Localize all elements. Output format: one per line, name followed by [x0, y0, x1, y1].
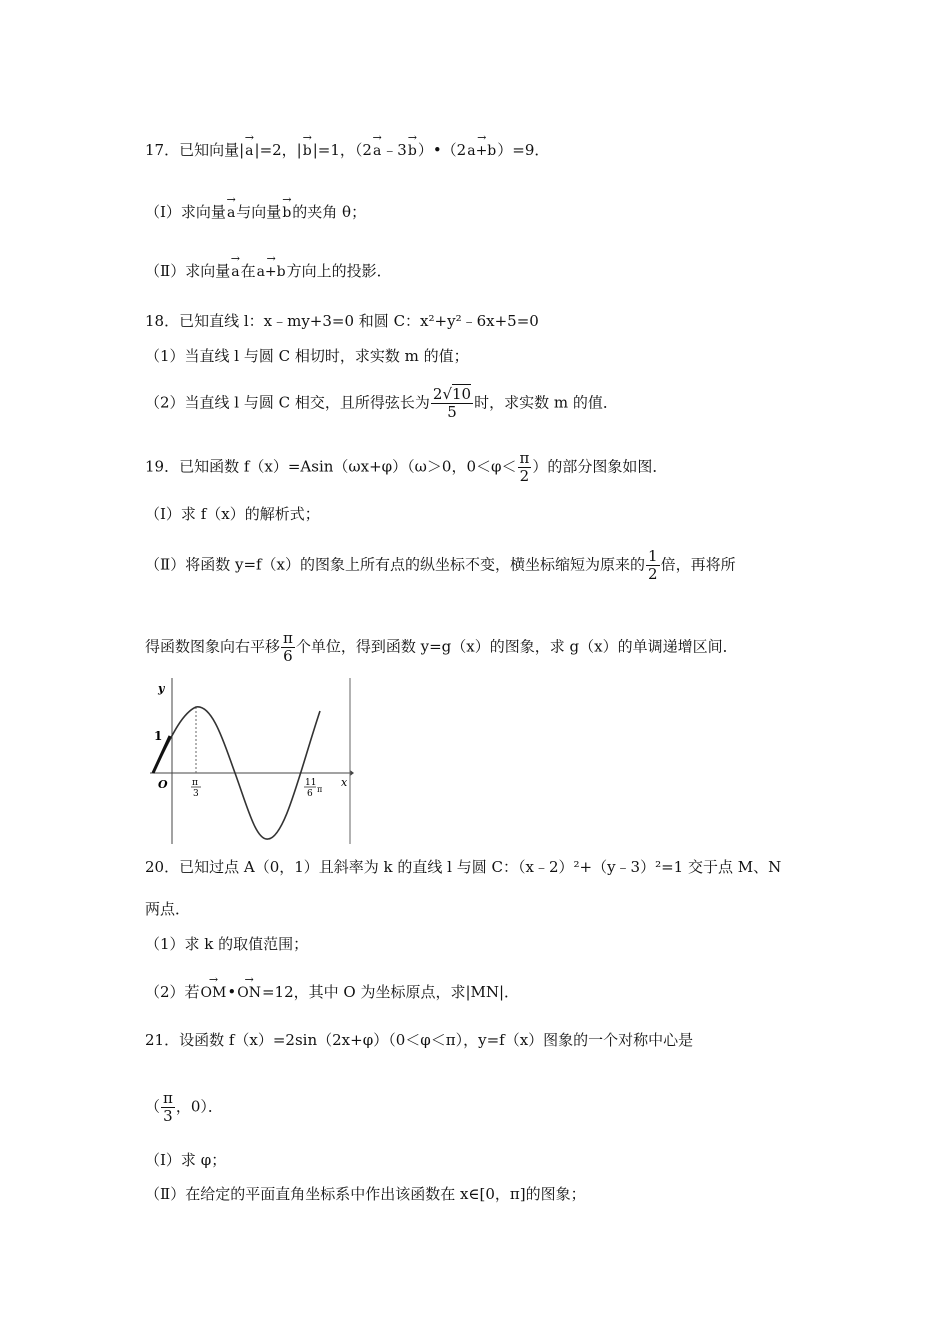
sine-graph — [140, 676, 355, 846]
q19-part2: （Ⅱ）将函数 y=f（x）的图象上所有点的纵坐标不变，横坐标缩短为原来的 $\frac{1}{2}$ 倍，再将所 — [145, 547, 736, 583]
y-tick-1: 1 — [154, 729, 163, 743]
q17-part2: （Ⅱ）求向量→ a在→ a+b方向上的投影． — [145, 261, 392, 282]
q21-part2: （Ⅱ）在给定的平面直角坐标系中作出该函数在 x∈[0，π]的图象； — [145, 1185, 586, 1203]
fraction-pi-over-2: $\frac{\pi}{2}$ — [519, 449, 530, 485]
x-tick-11-pi: π — [317, 785, 323, 794]
y-axis-label: y — [158, 682, 165, 695]
q17-stem: 17．已知向量|→ a|=2，|→ b|=1，（2→ a﹣3→ b）•（2→ a+b）=9． — [145, 140, 549, 161]
x-tick-11-num: 11 — [305, 778, 317, 788]
x-axis-label: x — [341, 776, 348, 789]
fraction-pi-over-6: $\frac{\pi}{6}$ — [283, 629, 293, 665]
q18-part2: （2）当直线 l 与圆 C 相交，且所得弦长为 $\frac{2√10}{5}$ 时，求实数 m 的值． — [145, 385, 618, 421]
q21-point: （ $\frac{\pi}{3}$ ，0）． — [145, 1089, 223, 1125]
q19-part1: （Ⅰ）求 f（x）的解析式； — [145, 505, 320, 523]
q18-part1: （1）当直线 l 与圆 C 相切时，求实数 m 的值； — [145, 347, 469, 365]
q20-stem-cont: 两点． — [145, 900, 191, 918]
fraction-1-over-2: $\frac{1}{2}$ — [648, 547, 658, 583]
q20-part2: （2）若→ OM•→ ON=12，其中 O 为坐标原点，求|MN|． — [145, 982, 519, 1003]
q17-part1: （Ⅰ）求向量→ a与向量→ b的夹角 θ； — [145, 202, 366, 223]
q20-part1: （1）求 k 的取值范围； — [145, 935, 309, 953]
q19-part2-cont: 得函数图象向右平移 $\frac{\pi}{6}$ 个单位，得到函数 y=g（x）的图象，求 g（x）的单调递增区间． — [145, 629, 738, 665]
x-tick-11-den: 6 — [307, 789, 313, 799]
q19-stem: 19．已知函数 f（x）=Asin（ωx+φ）（ω＞0，0＜φ＜ $\frac{\pi}{2}$ ）的部分图象如图． — [145, 449, 668, 485]
q20-stem: 20．已知过点 A（0，1）且斜率为 k 的直线 l 与圆 C：（x﹣2）²+（y﹣3）²=1 交于点 M、N — [145, 858, 782, 876]
x-tick-pi-num: π — [192, 778, 198, 788]
q21-part1: （Ⅰ）求 φ； — [145, 1151, 227, 1169]
origin-label: O — [158, 778, 168, 791]
fraction-pi-over-3: $\frac{\pi}{3}$ — [163, 1089, 173, 1125]
x-tick-pi-den: 3 — [193, 789, 199, 799]
x-axis-arrow — [350, 770, 354, 776]
q18-stem: 18．已知直线 l：x﹣my+3=0 和圆 C：x²+y²﹣6x+5=0 — [145, 312, 539, 330]
q21-stem: 21．设函数 f（x）=2sin（2x+φ）（0＜φ＜π），y=f（x）图象的一个对称中心是 — [145, 1031, 694, 1049]
fraction-2sqrt10-over-5: $\frac{2√10}{5}$ — [432, 385, 472, 421]
